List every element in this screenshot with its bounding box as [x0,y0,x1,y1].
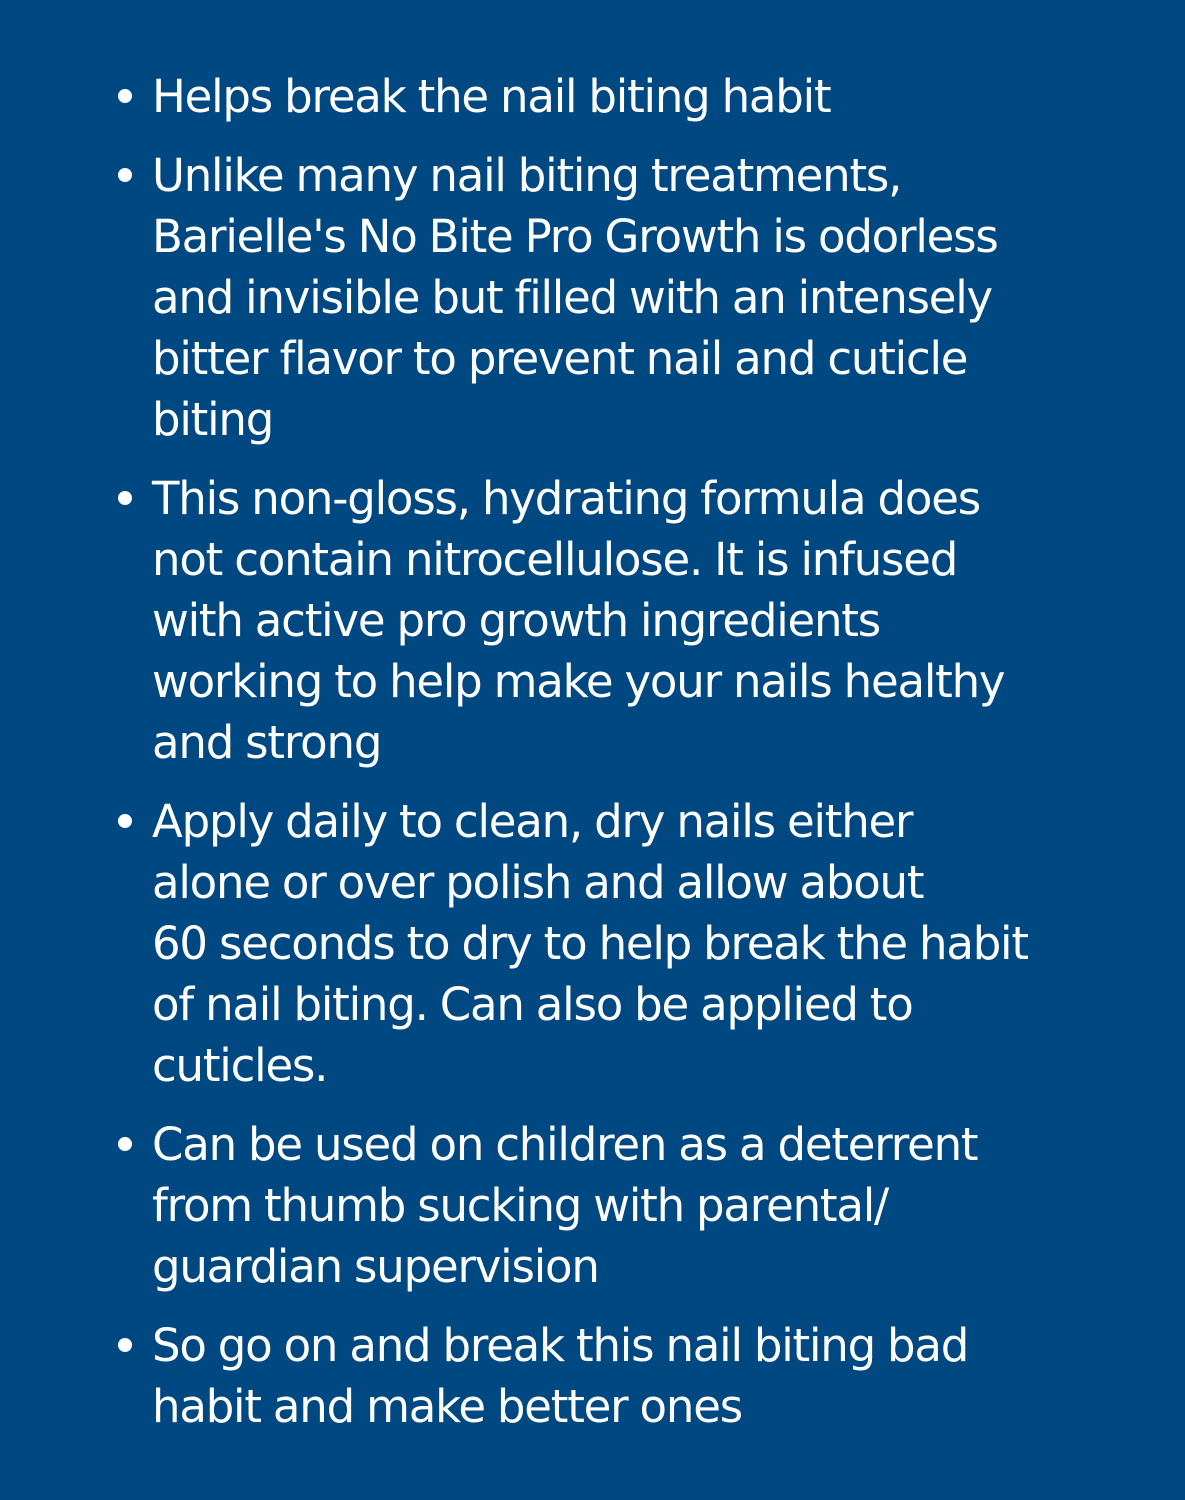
bullet-item-3 [112,468,1112,773]
bullet-item-2 [112,145,1112,450]
bullet-item-4 [112,791,1112,1096]
bullet-dot-icon [118,491,132,505]
bullet-text: Apply daily to clean, dry nails either alone or over polish and allow about 60 seconds to dry to help break the habit of nail biting. Can also be applied to cuticles. [152,795,1028,1092]
bullet-item-6 [112,1315,1112,1437]
bullet-item-1 [112,66,1112,127]
bullet-dot-icon [118,1338,132,1352]
bullet-text: This non-gloss, hydrating formula does not contain nitrocellulose. It is infused with active pro growth ingredients working to help make your nails healthy and strong [152,472,1005,769]
bullet-dot-icon [118,168,132,182]
feature-bullet-list [112,66,1112,1437]
bullet-dot-icon [118,814,132,828]
bullet-dot-icon [118,89,132,103]
bullet-text: Unlike many nail biting treatments, Barielle's No Bite Pro Growth is odorless and invisible but filled with an intensely bitter flavor to prevent nail and cuticle biting [152,149,998,446]
bullet-text: Can be used on children as a deterrent from thumb sucking with parental/ guardian supervision [152,1118,978,1293]
bullet-item-5 [112,1114,1112,1297]
bullet-dot-icon [118,1137,132,1151]
bullet-text: Helps break the nail biting habit [152,70,831,123]
bullet-text: So go on and break this nail biting bad habit and make better ones [152,1319,969,1433]
